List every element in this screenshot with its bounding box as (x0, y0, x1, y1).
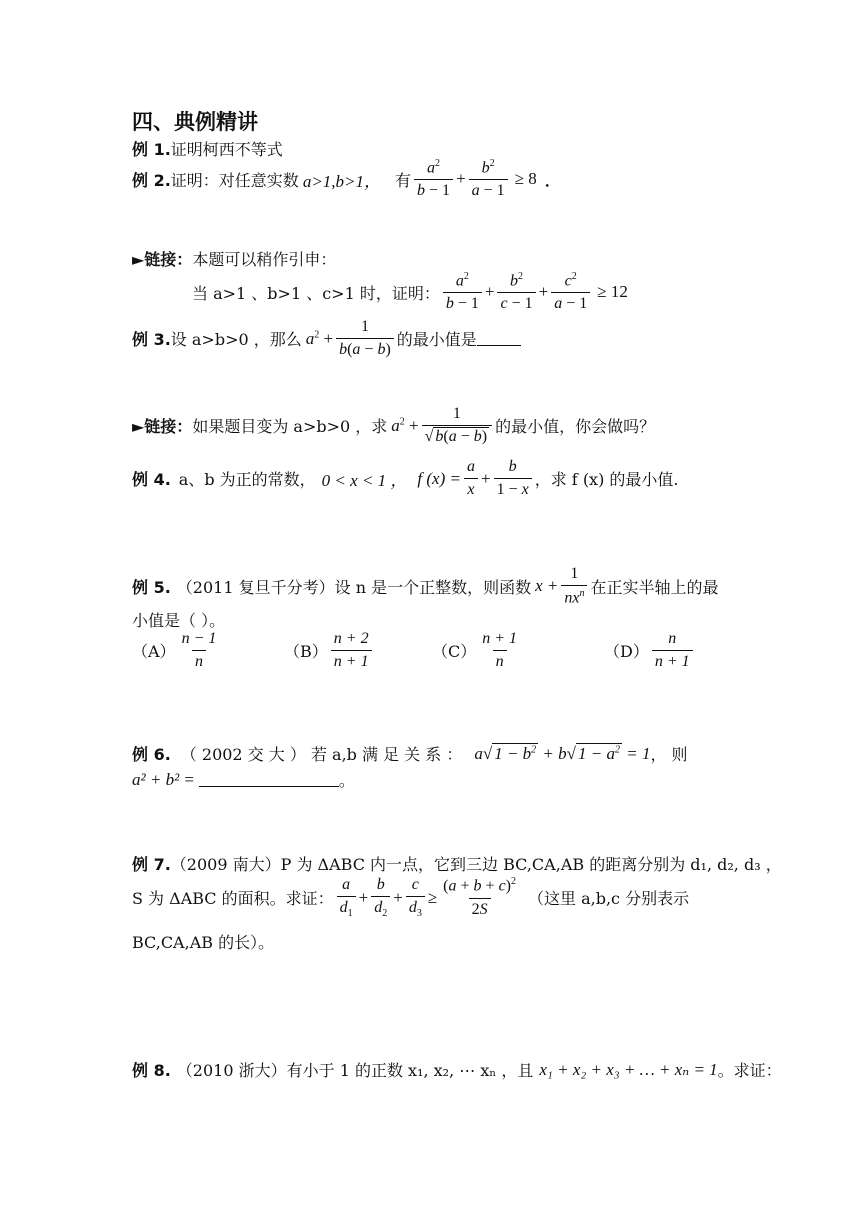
example-6-sum: a² + b² = (132, 769, 195, 789)
example-4-pre: a、b 为正的常数， (178, 470, 316, 489)
example-4-post: ，求 f (x) 的最小值. (534, 470, 679, 489)
fraction-b2-over-c-1: $\frac{b^2}{c - 1}$ (497, 271, 535, 313)
section-title: 四、典例精讲 (132, 110, 258, 134)
fraction-b-over-d2: $\frac{b}{d_2}$ (371, 876, 390, 919)
example-6-pre: （ 2002 交 大 ） 若 a,b 满 足 关 系 ： (180, 745, 463, 764)
example-2-label: 例 2. (132, 170, 171, 190)
fraction-c2-over-a-1: $\frac{c^2}{a - 1}$ (551, 271, 590, 313)
fraction-sum-squared-over-2s: $\frac{(a + b + c)^2}{2S}$ (443, 876, 516, 918)
option-a-fraction: $\frac{n - 1}{n}$ (181, 630, 217, 670)
example-3: 例 3. 设 a>b>0 ，那么 $a^2$ + $\frac{1}{b(a - b)}$ 的最小值是 (132, 318, 521, 359)
option-b-tag: （B） (284, 642, 328, 661)
fraction-a-over-x: $\frac{a}{x}$ (464, 458, 478, 499)
option-a[interactable] (132, 630, 222, 671)
example-7-line3: BC,CA,AB 的长）。 (132, 933, 275, 952)
link-1-statement: 当 a>1 、b>1 、c>1 时，证明： $\frac{a^2}{b - 1}$ + $\frac{b^2}{c - 1}$ + $\frac{c^2}{a - 1}$ ≥ 12 (192, 271, 628, 313)
example-2-has: 有 (395, 170, 412, 190)
link-2: ►链接： 如果题目变为 a>b>0 ，求 $a^2$ + $\frac{1}{√ b(a - b)}$ 的最小值，你会做吗？ (132, 405, 656, 445)
example-6-equation: a√ $1 - b^2 + b√$ $1 - a^2 = 1$ (474, 743, 651, 763)
example-6-line2 (132, 768, 355, 791)
example-7-pre: （2009 南大）P 为 ΔABC 内一点，它到三边 BC,CA,AB 的距离分别为 d₁, d₂, d₃ ， (170, 855, 782, 874)
example-1-text: 证明柯西不等式 (170, 140, 283, 159)
option-c-tag: （C） (432, 642, 477, 661)
link-1-label: ►链接： (132, 250, 193, 269)
link-1 (132, 247, 336, 270)
example-2-text: 证明：对任意实数 (170, 170, 299, 190)
example-6-end: 。 (338, 771, 355, 790)
example-6-post: ， 则 (650, 745, 688, 764)
example-8 (132, 1058, 782, 1081)
fraction-a2-over-b-1: $\frac{a^2}{b - 1}$ (414, 158, 453, 200)
example-8-label: 例 8. (132, 1061, 171, 1080)
example-7 (132, 852, 782, 875)
example-8-sum: x₁ + x₂ + x₃ + … + xₙ = 1 (539, 1059, 718, 1079)
example-6 (132, 742, 688, 765)
example-1 (132, 137, 283, 160)
option-b[interactable] (284, 630, 375, 671)
example-5-line2: 小值是（ ）。 (132, 611, 226, 630)
example-8-pre: （2010 浙大）有小于 1 的正数 x₁, x₂, ⋯ xₙ ，且 (176, 1061, 534, 1080)
example-7-line2-pre: S 为 ΔABC 的面积。求证： (132, 889, 334, 909)
fraction-b-over-1-x: $\frac{b}{1 - x}$ (494, 458, 532, 499)
link-2-pre: 如果题目变为 a>b>0 ，求 (192, 417, 388, 436)
fraction-c-over-d3: $\frac{c}{d_3}$ (406, 876, 425, 919)
link-1-cond: 当 a>1 、b>1 、c>1 时，证明： (192, 283, 440, 303)
example-4-cond: 0 < x < 1 ， (321, 471, 408, 490)
example-4-fx: f (x) = (417, 468, 461, 488)
option-d-fraction: $\frac{n}{n + 1}$ (652, 630, 693, 671)
example-7-line2: S 为 ΔABC 的面积。求证： $\frac{a}{d_1}$ + $\frac{b}{d_2}$ + $\frac{c}{d_3}$ ≥ $\frac{(a + b + c)^2}{2S}$ （这里 a,b,c 分别表示 (132, 876, 690, 920)
fraction-1-over-sqrt: $\frac{1}{√ b(a - b)}$ (422, 405, 492, 446)
option-b-fraction: $\frac{n + 2}{n + 1}$ (331, 630, 372, 671)
example-5-post: 在正实半轴上的最 (590, 577, 719, 597)
option-d[interactable] (604, 630, 696, 671)
link-2-post: 的最小值，你会做吗？ (495, 417, 656, 436)
example-1-label: 例 1. (132, 140, 171, 159)
link-2-label: ►链接： (132, 417, 193, 436)
fraction-b2-over-a-1: $\frac{b^2}{a - 1}$ (469, 158, 508, 200)
example-2-cond: a>1,b>1， (302, 171, 382, 191)
fraction-1-over-nxn: $\frac{1}{nx^n}$ (561, 565, 587, 607)
example-7-line2-post: （这里 a,b,c 分别表示 (528, 889, 690, 909)
example-2-rhs: ≥ 8 (514, 169, 537, 189)
option-c-fraction: $\frac{n + 1}{n}$ (482, 630, 518, 670)
example-6-label: 例 6. (132, 745, 171, 764)
link-1-rhs: ≥ 12 (597, 282, 628, 302)
option-c[interactable] (432, 630, 523, 671)
answer-blank[interactable] (199, 772, 339, 787)
example-3-pre: 设 a>b>0 ，那么 (170, 330, 302, 349)
option-a-tag: （A） (132, 642, 176, 661)
example-3-post: 的最小值是 (396, 330, 477, 349)
example-4: 例 4. a、b 为正的常数， 0 < x < 1 ， f (x) = $\frac{a}{x}$ + $\frac{b}{1 - x}$ ，求 f (x) 的最小值. (132, 458, 679, 498)
link-1-text: 本题可以稍作引申： (192, 250, 337, 269)
example-5-pre: （2011 复旦千分考）设 n 是一个正整数，则函数 (176, 577, 532, 597)
fraction-1-over-b-a-b: $\frac{1}{b(a - b)}$ (336, 318, 394, 359)
option-d-tag: （D） (604, 642, 649, 661)
example-2-end: ． (544, 170, 561, 190)
fraction-a2-over-b-1: $\frac{a^2}{b - 1}$ (443, 271, 482, 313)
example-3-label: 例 3. (132, 330, 171, 349)
example-5: 例 5. （2011 复旦千分考）设 n 是一个正整数，则函数 x + $\frac{1}{nx^n}$ 在正实半轴上的最 (132, 565, 719, 607)
example-4-label: 例 4. (132, 470, 171, 489)
answer-blank[interactable] (477, 331, 521, 346)
fraction-a-over-d1: $\frac{a}{d_1}$ (337, 876, 356, 919)
example-5-label: 例 5. (132, 577, 171, 597)
example-2: 例 2. 证明：对任意实数 a>1,b>1， 有 $\frac{a^2}{b - 1}$ + $\frac{b^2}{a - 1}$ ≥ 8 ． (132, 158, 561, 200)
example-8-post: 。求证： (717, 1061, 782, 1080)
example-7-label: 例 7. (132, 855, 171, 874)
